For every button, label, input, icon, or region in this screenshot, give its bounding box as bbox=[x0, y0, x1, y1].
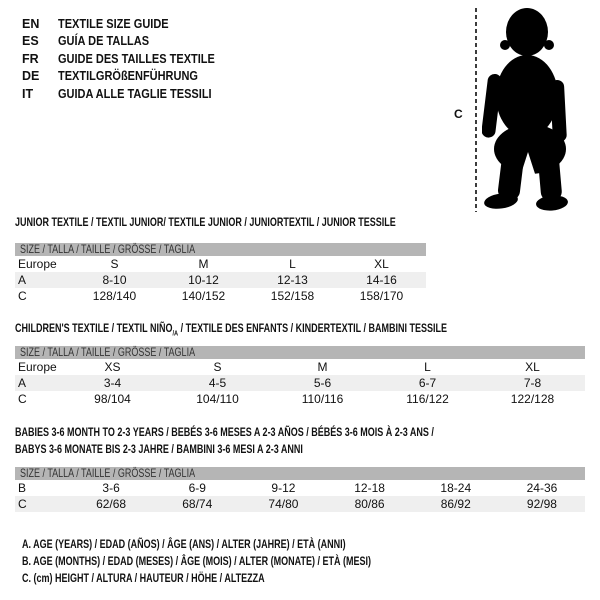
size-cell: 6-7 bbox=[418, 376, 437, 390]
language-code: EN bbox=[22, 16, 40, 31]
row-label: A bbox=[18, 273, 27, 287]
legend-notes bbox=[22, 536, 487, 587]
size-cell: 6-9 bbox=[188, 481, 206, 495]
size-cell: 158/170 bbox=[359, 289, 404, 303]
language-label: GUIDE DES TAILLES TEXTILE bbox=[58, 51, 215, 66]
language-row bbox=[22, 85, 236, 103]
size-cell: 3-6 bbox=[102, 481, 120, 495]
height-label: C bbox=[454, 107, 463, 121]
size-cell: 140/152 bbox=[181, 289, 226, 303]
language-label: GUIDA ALLE TAGLIE TESSILI bbox=[58, 86, 212, 101]
size-header-bar: SIZE / TALLA / TAILLE / GRÖSSE / TAGLIA bbox=[15, 243, 426, 256]
table-row bbox=[15, 391, 585, 407]
table-row bbox=[15, 375, 585, 391]
size-cell: 3-4 bbox=[103, 376, 122, 390]
size-cell: 62/68 bbox=[96, 497, 127, 511]
size-cell: XS bbox=[104, 360, 121, 374]
size-cell: 104/110 bbox=[196, 392, 239, 406]
size-cell: 92/98 bbox=[526, 497, 557, 511]
size-cell: 74/80 bbox=[268, 497, 299, 511]
size-cell: 8-10 bbox=[102, 273, 127, 287]
size-cell: L bbox=[289, 257, 296, 271]
size-cell: 9-12 bbox=[271, 481, 296, 495]
size-cell: 122/128 bbox=[510, 392, 555, 406]
babies-table bbox=[15, 424, 585, 512]
size-cell: S bbox=[110, 257, 119, 271]
table-row bbox=[15, 288, 426, 304]
row-label: Europe bbox=[18, 360, 57, 374]
size-header-bar: SIZE / TALLA / TAILLE / GRÖSSE / TAGLIA bbox=[15, 467, 585, 480]
language-label: TEXTILGRÖßENFÜHRUNG bbox=[58, 69, 198, 84]
language-row bbox=[22, 15, 236, 33]
language-list bbox=[22, 15, 236, 103]
row-label: Europe bbox=[18, 257, 57, 271]
size-cell: 14-16 bbox=[366, 273, 397, 287]
height-dashed-line bbox=[475, 8, 477, 212]
row-label: B bbox=[18, 481, 27, 495]
size-cell: 7-8 bbox=[523, 376, 542, 390]
size-header-bar: SIZE / TALLA / TAILLE / GRÖSSE / TAGLIA bbox=[15, 346, 585, 359]
size-cell: XL bbox=[374, 257, 389, 271]
size-cell: M bbox=[198, 257, 209, 271]
language-row bbox=[22, 68, 236, 86]
size-cell: 12-13 bbox=[277, 273, 308, 287]
row-label: C bbox=[18, 392, 27, 406]
table-title: CHILDREN'S TEXTILE / TEXTIL $NIÑO_{/A}$ / TEXTILE DES ENFANTS / KINDERTEXTIL / BAMBINI TESSILE bbox=[15, 321, 447, 338]
table-row bbox=[15, 480, 585, 496]
size-cell: 152/158 bbox=[270, 289, 315, 303]
baby-silhouette-icon bbox=[482, 4, 600, 214]
note-line: C. (cm) HEIGHT / ALTURA / HAUTEUR / HÖHE / ALTEZZA bbox=[22, 571, 265, 585]
size-cell: XL bbox=[525, 360, 540, 374]
size-cell: S bbox=[213, 360, 222, 374]
table-title: JUNIOR TEXTILE / TEXTIL JUNIOR/ TEXTILE JUNIOR / JUNIORTEXTIL / JUNIOR TESSILE bbox=[15, 215, 396, 229]
size-cell: L bbox=[424, 360, 431, 374]
size-cell: 98/104 bbox=[94, 392, 131, 406]
size-cell: 12-18 bbox=[354, 481, 385, 495]
language-row bbox=[22, 33, 236, 51]
children-table bbox=[15, 321, 585, 407]
size-cell: 116/122 bbox=[406, 392, 449, 406]
note-line: A. AGE (YEARS) / EDAD (AÑOS) / ÂGE (ANS) / ALTER (JAHRE) / ETÀ (ANNI) bbox=[22, 537, 346, 551]
table-row bbox=[15, 359, 585, 375]
row-label: C bbox=[18, 497, 27, 511]
size-cell: 24-36 bbox=[526, 481, 558, 495]
table-row bbox=[15, 496, 585, 512]
junior-table bbox=[15, 215, 426, 304]
table-row bbox=[15, 256, 426, 272]
language-code: FR bbox=[22, 51, 39, 66]
size-cell: 80/86 bbox=[354, 497, 385, 511]
size-cell: 5-6 bbox=[313, 376, 332, 390]
size-cell: 4-5 bbox=[208, 376, 227, 390]
size-cell: 128/140 bbox=[92, 289, 137, 303]
language-label: GUÍA DE TALLAS bbox=[58, 34, 150, 49]
size-cell: 86/92 bbox=[440, 497, 471, 511]
size-cell: M bbox=[317, 360, 328, 374]
size-cell: 18-24 bbox=[440, 481, 472, 495]
table-row bbox=[15, 272, 426, 288]
table-title: BABIES 3-6 MONTH TO 2-3 YEARS / BEBÉS 3-6 MESES A 2-3 AÑOS / BÉBÉS 3-6 MOIS À 2-3 ANS / BABYS 3-6 MONATE BIS 2-3 JAHRE / BAMBINI 3-6 MESI A 2-3 ANNI bbox=[15, 425, 434, 456]
language-code: IT bbox=[22, 86, 34, 101]
note-line: B. AGE (MONTHS) / EDAD (MESES) / ÂGE (MOIS) / ALTER (MONATE) / ETÀ (MESI) bbox=[22, 554, 371, 568]
language-row bbox=[22, 50, 236, 68]
language-code: DE bbox=[22, 69, 40, 84]
size-cell: 110/116 bbox=[301, 392, 344, 406]
language-label: TEXTILE SIZE GUIDE bbox=[58, 16, 169, 31]
row-label: C bbox=[18, 289, 27, 303]
size-cell: 68/74 bbox=[182, 497, 213, 511]
row-label: A bbox=[18, 376, 27, 390]
language-code: ES bbox=[22, 34, 39, 49]
size-cell: 10-12 bbox=[188, 273, 219, 287]
